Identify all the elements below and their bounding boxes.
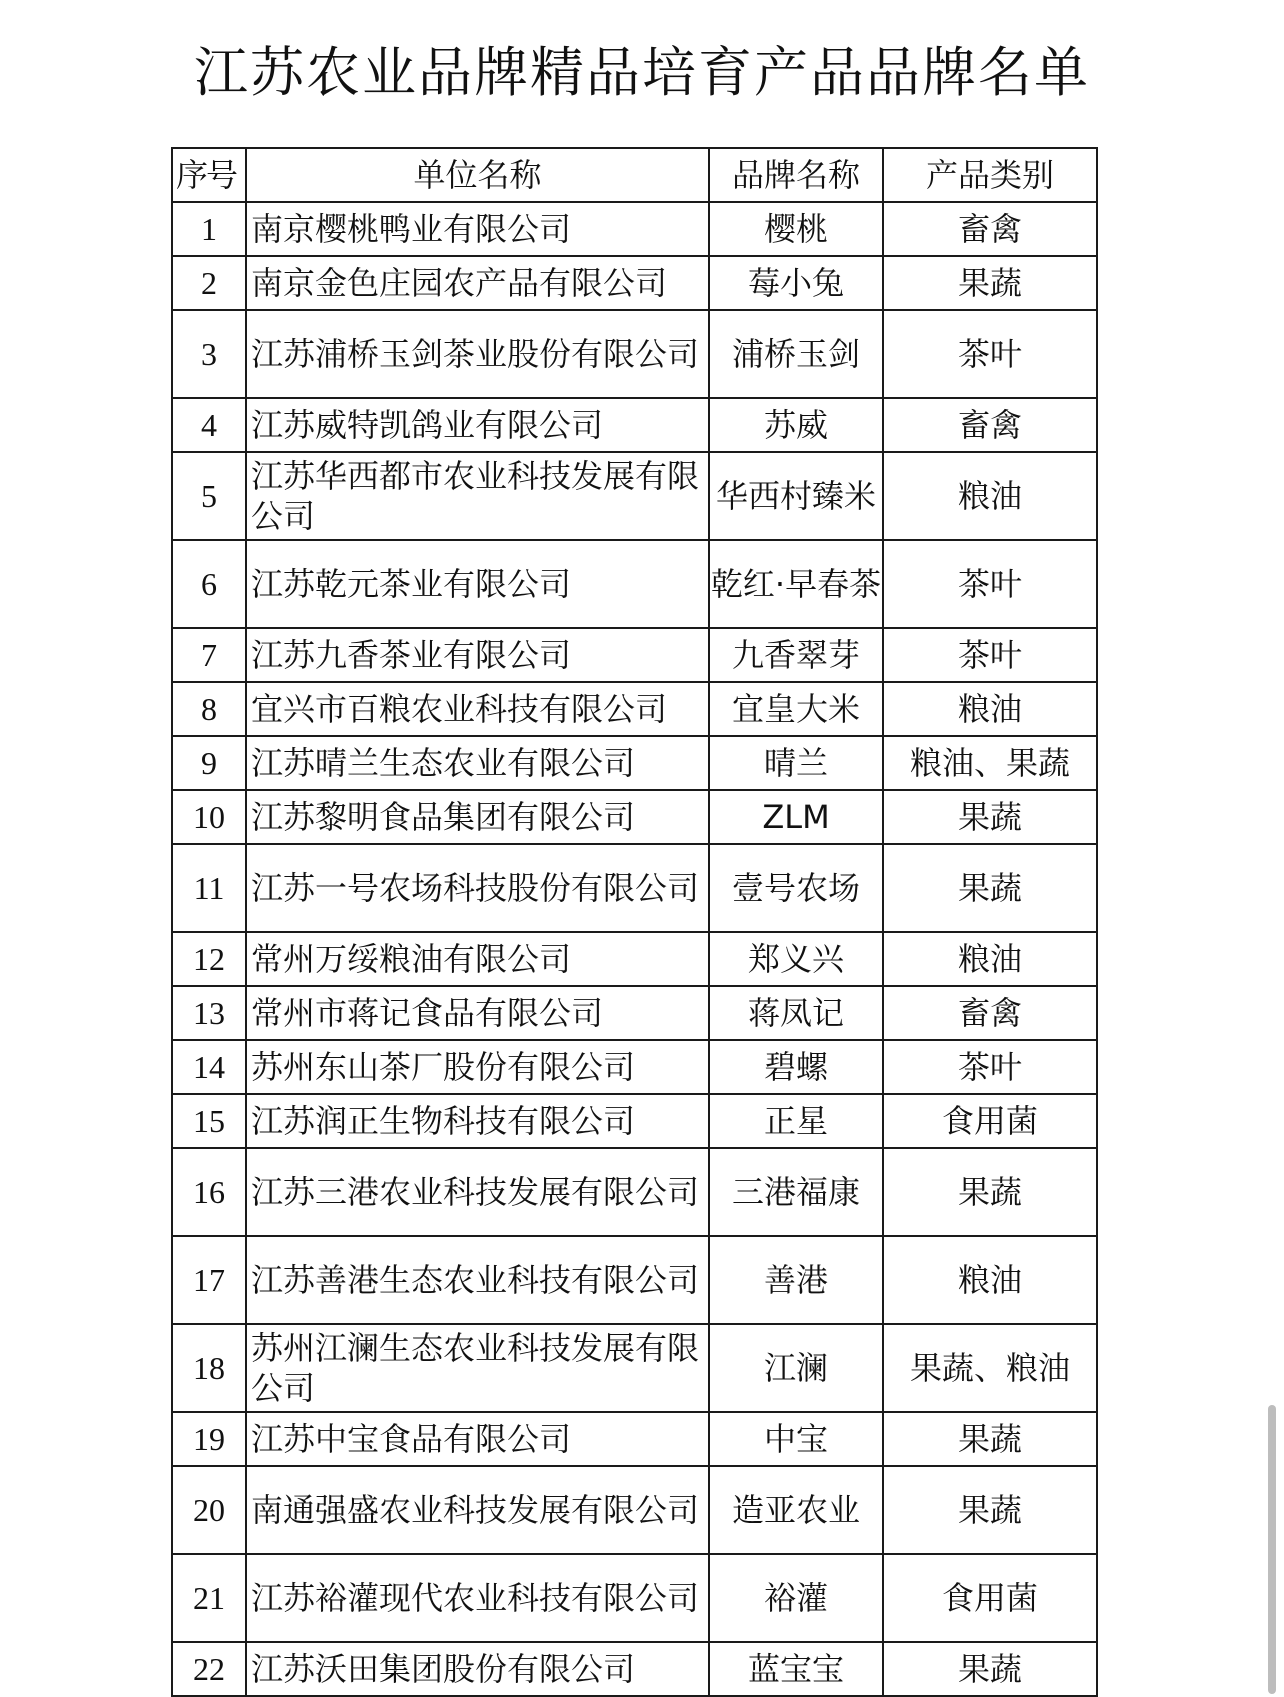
row-brand-name: 蒋凤记	[709, 986, 883, 1040]
row-category: 畜禽	[883, 986, 1097, 1040]
table-row	[172, 1094, 1097, 1148]
row-brand-name: 樱桃	[709, 202, 883, 256]
row-brand-name: 浦桥玉剑	[709, 310, 883, 398]
row-category: 果蔬、粮油	[883, 1324, 1097, 1412]
table-row	[172, 1466, 1097, 1554]
row-unit-name: 南京樱桃鸭业有限公司	[246, 202, 709, 256]
table-row	[172, 628, 1097, 682]
row-unit-name: 江苏乾元茶业有限公司	[246, 540, 709, 628]
row-brand-name: 中宝	[709, 1412, 883, 1466]
table-row	[172, 1324, 1097, 1412]
row-brand-name: 乾红·早春茶	[709, 540, 883, 628]
row-category: 茶叶	[883, 628, 1097, 682]
row-unit-name: 南京金色庄园农产品有限公司	[246, 256, 709, 310]
row-number: 20	[172, 1466, 246, 1554]
row-category: 果蔬	[883, 844, 1097, 932]
table-header-row	[172, 148, 1097, 202]
row-number: 7	[172, 628, 246, 682]
row-number: 21	[172, 1554, 246, 1642]
row-number: 12	[172, 932, 246, 986]
row-unit-name: 常州市蒋记食品有限公司	[246, 986, 709, 1040]
row-unit-name: 江苏浦桥玉剑茶业股份有限公司	[246, 310, 709, 398]
row-brand-name: 宜皇大米	[709, 682, 883, 736]
row-brand-name: ZLM	[709, 790, 883, 844]
table-row	[172, 1642, 1097, 1696]
row-unit-name: 南通强盛农业科技发展有限公司	[246, 1466, 709, 1554]
row-unit-name: 江苏裕灌现代农业科技有限公司	[246, 1554, 709, 1642]
row-brand-name: 华西村臻米	[709, 452, 883, 540]
header-brand: 品牌名称	[709, 148, 883, 202]
vertical-scrollbar[interactable]	[1268, 1405, 1276, 1694]
row-brand-name: 裕灌	[709, 1554, 883, 1642]
row-category: 果蔬	[883, 1412, 1097, 1466]
row-category: 畜禽	[883, 398, 1097, 452]
row-unit-name: 江苏中宝食品有限公司	[246, 1412, 709, 1466]
row-brand-name: 莓小兔	[709, 256, 883, 310]
row-number: 5	[172, 452, 246, 540]
row-category: 果蔬	[883, 1642, 1097, 1696]
row-category: 茶叶	[883, 540, 1097, 628]
table-row	[172, 1148, 1097, 1236]
row-number: 9	[172, 736, 246, 790]
table-row	[172, 398, 1097, 452]
row-unit-name: 宜兴市百粮农业科技有限公司	[246, 682, 709, 736]
header-category: 产品类别	[883, 148, 1097, 202]
row-number: 4	[172, 398, 246, 452]
row-number: 17	[172, 1236, 246, 1324]
row-unit-name: 苏州江澜生态农业科技发展有限公司	[246, 1324, 709, 1412]
row-category: 粮油	[883, 1236, 1097, 1324]
table-row	[172, 682, 1097, 736]
row-number: 1	[172, 202, 246, 256]
table-row	[172, 932, 1097, 986]
table-row	[172, 1412, 1097, 1466]
header-num: 序号	[172, 148, 246, 202]
row-category: 食用菌	[883, 1554, 1097, 1642]
table-row	[172, 1040, 1097, 1094]
row-brand-name: 晴兰	[709, 736, 883, 790]
row-number: 10	[172, 790, 246, 844]
row-unit-name: 常州万绥粮油有限公司	[246, 932, 709, 986]
row-number: 14	[172, 1040, 246, 1094]
row-brand-name: 造亚农业	[709, 1466, 883, 1554]
row-number: 18	[172, 1324, 246, 1412]
row-brand-name: 碧螺	[709, 1040, 883, 1094]
row-category: 茶叶	[883, 1040, 1097, 1094]
brand-list-table	[171, 147, 1098, 1697]
table-row	[172, 310, 1097, 398]
row-brand-name: 善港	[709, 1236, 883, 1324]
table-row	[172, 256, 1097, 310]
row-unit-name: 江苏沃田集团股份有限公司	[246, 1642, 709, 1696]
table-row	[172, 1236, 1097, 1324]
row-category: 果蔬	[883, 790, 1097, 844]
row-brand-name: 郑义兴	[709, 932, 883, 986]
row-number: 11	[172, 844, 246, 932]
row-number: 15	[172, 1094, 246, 1148]
row-category: 粮油、果蔬	[883, 736, 1097, 790]
row-brand-name: 壹号农场	[709, 844, 883, 932]
table-row	[172, 452, 1097, 540]
table-row	[172, 844, 1097, 932]
row-brand-name: 蓝宝宝	[709, 1642, 883, 1696]
row-category: 粮油	[883, 452, 1097, 540]
row-number: 8	[172, 682, 246, 736]
row-unit-name: 江苏晴兰生态农业有限公司	[246, 736, 709, 790]
row-number: 13	[172, 986, 246, 1040]
table-row	[172, 790, 1097, 844]
row-number: 22	[172, 1642, 246, 1696]
row-unit-name: 江苏九香茶业有限公司	[246, 628, 709, 682]
row-unit-name: 江苏威特凯鸽业有限公司	[246, 398, 709, 452]
row-number: 6	[172, 540, 246, 628]
row-number: 16	[172, 1148, 246, 1236]
row-category: 果蔬	[883, 256, 1097, 310]
row-unit-name: 苏州东山茶厂股份有限公司	[246, 1040, 709, 1094]
row-number: 3	[172, 310, 246, 398]
table-row	[172, 986, 1097, 1040]
row-unit-name: 江苏黎明食品集团有限公司	[246, 790, 709, 844]
row-category: 果蔬	[883, 1148, 1097, 1236]
row-unit-name: 江苏善港生态农业科技有限公司	[246, 1236, 709, 1324]
row-brand-name: 苏威	[709, 398, 883, 452]
table-row	[172, 736, 1097, 790]
row-unit-name: 江苏润正生物科技有限公司	[246, 1094, 709, 1148]
row-brand-name: 江澜	[709, 1324, 883, 1412]
row-category: 果蔬	[883, 1466, 1097, 1554]
row-brand-name: 三港福康	[709, 1148, 883, 1236]
table-row	[172, 202, 1097, 256]
row-number: 2	[172, 256, 246, 310]
row-brand-name: 九香翠芽	[709, 628, 883, 682]
row-brand-name: 正星	[709, 1094, 883, 1148]
row-number: 19	[172, 1412, 246, 1466]
row-unit-name: 江苏一号农场科技股份有限公司	[246, 844, 709, 932]
row-category: 粮油	[883, 932, 1097, 986]
row-unit-name: 江苏华西都市农业科技发展有限公司	[246, 452, 709, 540]
table-body	[172, 202, 1097, 1696]
row-unit-name: 江苏三港农业科技发展有限公司	[246, 1148, 709, 1236]
table-row	[172, 540, 1097, 628]
row-category: 茶叶	[883, 310, 1097, 398]
page-title: 江苏农业品牌精品培育产品品牌名单	[194, 41, 1090, 104]
row-category: 粮油	[883, 682, 1097, 736]
header-unit: 单位名称	[246, 148, 709, 202]
row-category: 畜禽	[883, 202, 1097, 256]
row-category: 食用菌	[883, 1094, 1097, 1148]
table-row	[172, 1554, 1097, 1642]
